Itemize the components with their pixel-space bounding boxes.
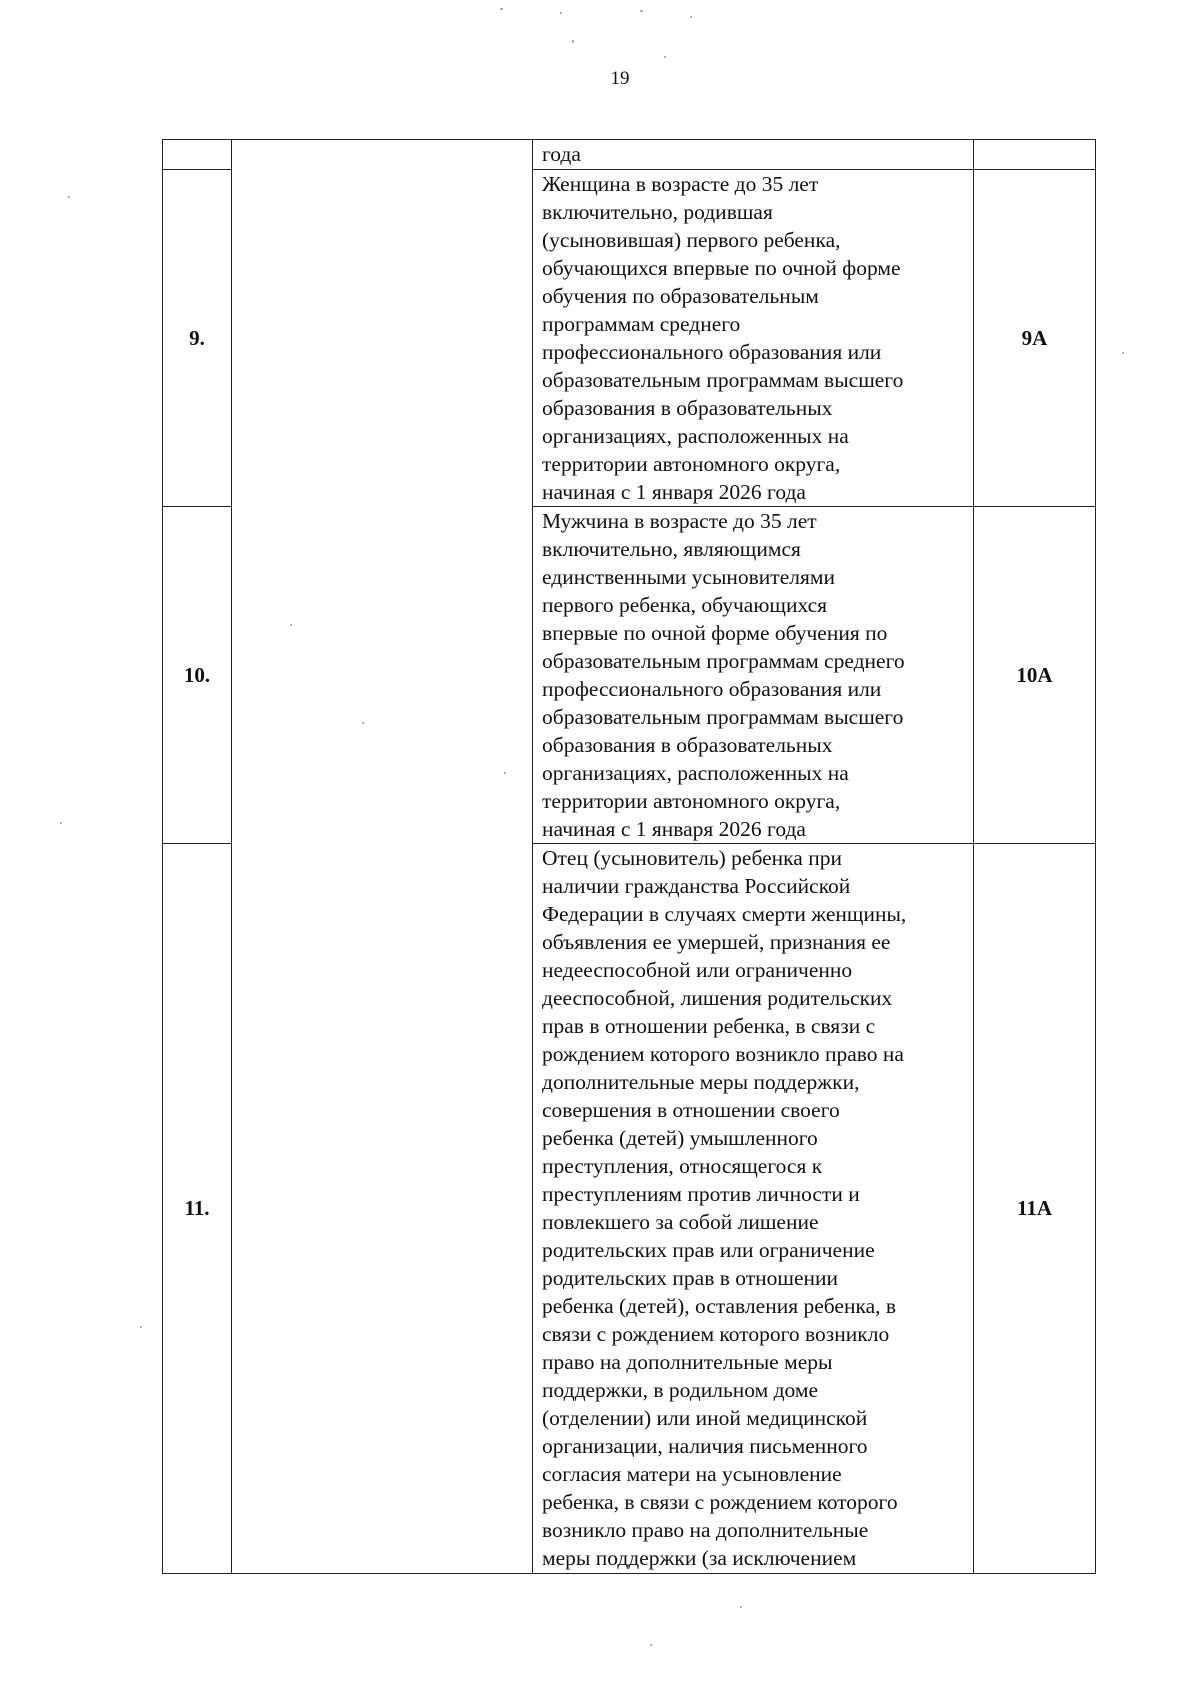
description-line: преступлениям против личности и	[542, 1182, 860, 1206]
description-line: прав в отношении ребенка, в связи с	[542, 1014, 876, 1038]
description-line: недееспособной или ограниченно	[542, 958, 853, 982]
categories-table	[162, 139, 1096, 1574]
description-line: профессионального образования или	[542, 677, 882, 701]
row-number-cell: 10.	[163, 507, 232, 844]
description-line: включительно, родившая	[542, 200, 773, 224]
row-description-cell	[533, 844, 974, 1574]
description-line: обучающихся впервые по очной форме	[542, 256, 901, 280]
scan-speck	[290, 624, 292, 626]
description-line: первого ребенка, обучающихся	[542, 593, 828, 617]
description-line: рождением которого возникло право на	[542, 1042, 904, 1066]
description-line: образовательным программам среднего	[542, 649, 905, 673]
merged-empty-cell	[232, 140, 533, 1574]
scan-speck	[500, 8, 503, 10]
description-line: объявления ее умершей, признания ее	[542, 930, 891, 954]
description-line: Федерации в случаях смерти женщины,	[542, 902, 907, 926]
description-line: образования в образовательных	[542, 733, 833, 757]
description-line: территории автономного округа,	[542, 789, 841, 813]
row-code-cell: 11А	[974, 844, 1096, 1574]
description-line: повлекшего за собой лишение	[542, 1210, 819, 1234]
description-line: года	[542, 142, 581, 166]
description-line: начиная с 1 января 2026 года	[542, 480, 806, 504]
row-number-cell: 9.	[163, 170, 232, 507]
description-line: Женщина в возрасте до 35 лет	[542, 172, 819, 196]
description-line: обучения по образовательным	[542, 284, 819, 308]
description-line: ребенка (детей) умышленного	[542, 1126, 818, 1150]
scan-speck	[60, 822, 62, 824]
scan-speck	[640, 10, 643, 12]
description-line: образовательным программам высшего	[542, 705, 904, 729]
scan-speck	[140, 1326, 142, 1328]
row-number-cell: 11.	[163, 844, 232, 1574]
row-code-cell	[974, 140, 1096, 170]
description-line: наличии гражданства Российской	[542, 874, 851, 898]
description-line: организации, наличия письменного	[542, 1434, 868, 1458]
description-line: совершения в отношении своего	[542, 1098, 840, 1122]
page-number: 19	[610, 68, 630, 89]
description-line: программам среднего	[542, 312, 741, 336]
description-line: образования в образовательных	[542, 396, 833, 420]
description-line: право на дополнительные меры	[542, 1350, 833, 1374]
description-line: (отделении) или иной медицинской	[542, 1406, 868, 1430]
row-code-cell: 9А	[974, 170, 1096, 507]
row-description-cell	[533, 140, 974, 170]
description-line: поддержки, в родильном доме	[542, 1378, 819, 1402]
description-line: включительно, являющимся	[542, 537, 801, 561]
row-description-cell	[533, 507, 974, 844]
description-line: организациях, расположенных на	[542, 761, 849, 785]
description-line: ребенка (детей), оставления ребенка, в	[542, 1294, 897, 1318]
scan-speck	[572, 40, 574, 43]
description-line: Мужчина в возрасте до 35 лет	[542, 509, 817, 533]
scan-speck	[690, 16, 692, 18]
description-line: профессионального образования или	[542, 340, 882, 364]
row-code-cell: 10А	[974, 507, 1096, 844]
scan-speck	[504, 772, 506, 774]
row-description-cell	[533, 170, 974, 507]
scan-speck	[1122, 352, 1124, 354]
description-line: родительских прав или ограничение	[542, 1238, 875, 1262]
description-line: родительских прав в отношении	[542, 1266, 839, 1290]
description-line: (усыновившая) первого ребенка,	[542, 228, 841, 252]
description-line: согласия матери на усыновление	[542, 1462, 842, 1486]
description-line: преступления, относящегося к	[542, 1154, 823, 1178]
scan-speck	[68, 196, 70, 198]
scan-speck	[560, 12, 562, 14]
description-line: Отец (усыновитель) ребенка при	[542, 846, 842, 870]
description-line: образовательным программам высшего	[542, 368, 904, 392]
description-line: единственными усыновителями	[542, 565, 835, 589]
description-line: территории автономного округа,	[542, 452, 841, 476]
description-line: дееспособной, лишения родительских	[542, 986, 893, 1010]
description-line: связи с рождением которого возникло	[542, 1322, 890, 1346]
scan-speck	[650, 1644, 652, 1646]
scan-speck	[664, 56, 666, 58]
description-line: меры поддержки (за исключением	[542, 1546, 857, 1570]
scan-speck	[362, 722, 364, 724]
description-line: организациях, расположенных на	[542, 424, 849, 448]
description-line: возникло право на дополнительные	[542, 1518, 869, 1542]
scan-speck	[740, 1606, 742, 1608]
description-line: впервые по очной форме обучения по	[542, 621, 888, 645]
table-row-continuation	[163, 140, 1096, 170]
description-line: начиная с 1 января 2026 года	[542, 817, 806, 841]
description-line: ребенка, в связи с рождением которого	[542, 1490, 898, 1514]
description-line: дополнительные меры поддержки,	[542, 1070, 860, 1094]
row-number-cell	[163, 140, 232, 170]
